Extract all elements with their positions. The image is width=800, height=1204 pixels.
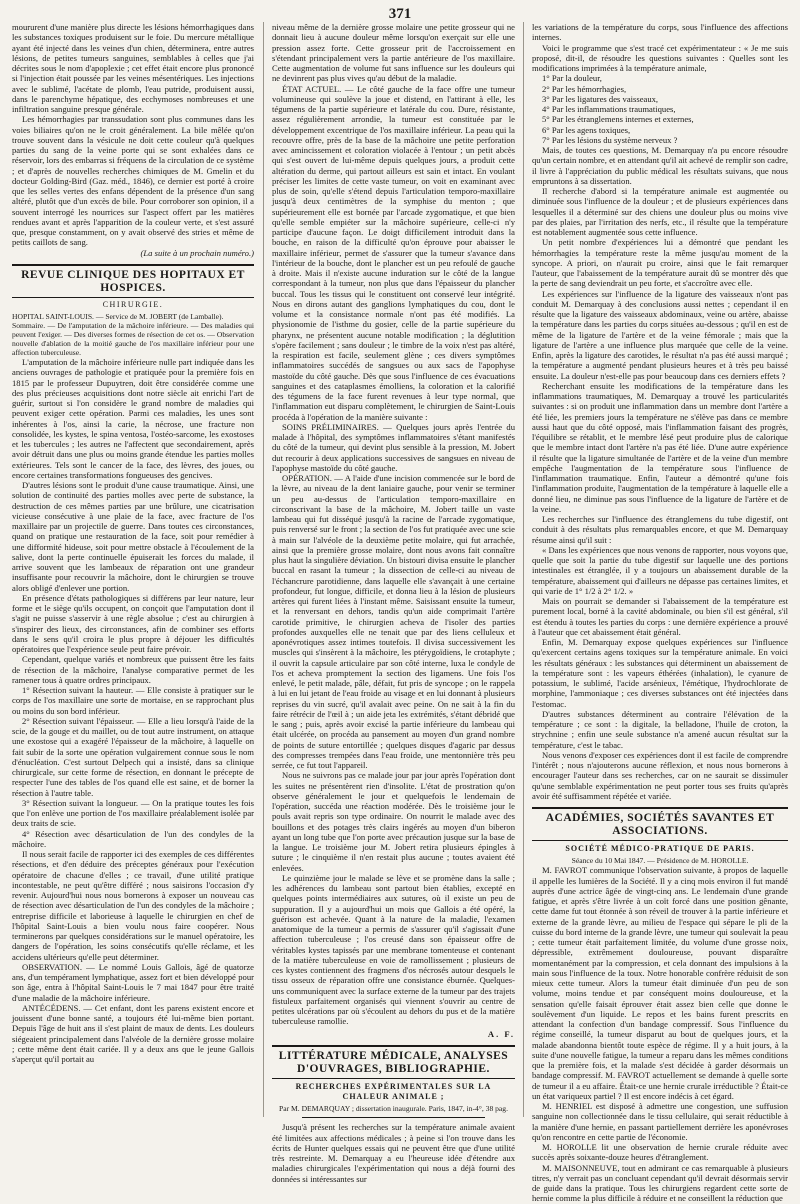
paragraph: Mais, de toutes ces questions, M. Demarquay n'a pu encore résoudre qu'un certain nombre, et en attendant qu'il ait achevé de remplir son cadre, il livre à l'appréciation du public médical les résultats suivans, que nous empruntons à sa dissertation. (532, 145, 788, 186)
paragraph: Les hémorrhagies par transsudation sont plus communes dans les voies biliaires qu'on ne le croit généralement. La bile mêlée qu'on trouve souvent dans la vésicule ne doit cette couleur qu'à quelques parties du sang de la veine porte qui se sont exhalées dans ce réservoir, lors des embarras si fréquens de la circulation de ce système ; et d'après de nouvelles recherches chimiques de M. Gmelin et du docteur Golding-Bird (Gaz. méd., 1846), ce dernier est porté à croire que les selles vertes des enfans dépendent de la présence d'un sang altéré, plutôt que d'un excès de bile. Pour corroborer son opinion, il a souvent interrogé les nourrices sur l'aspect offert par les matières rendues avant et après l'apparition de la couleur verte, et s'est assuré que, presque constamment, on y avait observé des stries et même de petits caillots de sang. (12, 114, 254, 248)
hospital-line: HOPITAL SAINT-LOUIS. — Service de M. JOBERT (de Lamballe). (12, 312, 224, 321)
column-1 (12, 22, 254, 1117)
paragraph: D'autres substances déterminent au contraire l'élévation de la température ; ce sont : la digitale, la belladone, l'huile de croton, la strychnine ; enfin une seule substance n'a amené aucun résultat sur la température, c'est le tabac. (532, 708, 788, 750)
paragraph: 2° Résection suivant l'épaisseur. — Elle a lieu lorsqu'à l'aide de la scie, de la gouge et du maillet, ou de tout autre instrument, on attaque une exostose qui a exagéré l'épaisseur de la mâchoire, à laquelle on fait subir de la sorte une opération vulgairement connue sous le nom d'énucléation. C'est surtout Delpech qui a insisté, dans sa clinique chirurgicale, sur cette forme de résection, en donnant le précepte de respecter l'une des tables de l'os quand elle est saine, et de borner la résection à l'autre table. (12, 715, 254, 798)
paragraph: 3° Résection suivant la longueur. — On la pratique toutes les fois que l'on enlève une portion de l'os maxillaire préalablement isolée par deux traits de scie. (12, 797, 254, 829)
list-item: 2° Par les hémorrhagies, (542, 83, 627, 94)
paragraph: Mais on pourrait se demander si l'abaissement de la température est purement local, borné à la cavité abdominale, ou bien s'il est général, s'il est étendu à toutes les parties du corps : une dernière expérience a prouvé à l'auteur que cet abaissement était général. (532, 596, 788, 637)
section-subtitle-chirurgie: CHIRURGIE. (102, 299, 164, 309)
list-item: 6° Par les agens toxiques, (542, 124, 631, 135)
list-item: 7° Par les lésions du système nerveux ? (542, 134, 678, 145)
paragraph: M. MAISONNEUVE, tout en admirant ce cas remarquable à plusieurs titres, n'y verrait pas un concluant cependant qu'il devrait désormais servir de guide dans la pratique. Tous les chirurgiens regardent cette sorte de hernie comme la plus difficile à réduire et ne conseillent la réduction que (532, 1162, 788, 1204)
paragraph: En présence d'états pathologiques si différens par leur nature, leur forme et le siège qu'ils occupent, on conçoit que l'amputation dont il s'agit ne puisse s'asservir à une règle absolue ; c'est au chirurgien à s'inspirer des lieux, des circonstances, afin de combiner ses efforts dans le sens qu'il croira le plus propre à déjouer les difficultés opératoires que l'expérience seule peut faire prévoir. (12, 592, 254, 654)
paragraph: OPÉRATION. — A l'aide d'une incision commencée sur le bord de la lèvre, au niveau de la dent laniaire gauche, pour venir se terminer un peu au-dessus de l'articulation temporo-maxillaire en circonscrivant la base de la mâchoire, M. Jobert taille un vaste lambeau qui fut disséqué jusqu'à la racine de l'arcade zygomatique, puis renversé sur le front ; la section de l'os fut pratiquée avec une scie à main sur l'alvéole de la deuxième petite molaire, qui fut arrachée, ainsi que la première grosse molaire, dont nous avons fait connaître plus haut la singulière déviation. Un bistouri divisa ensuite le plancher buccal en rasant la tumeur ; la dissection de celle-ci au niveau de l'échancrure parotidienne, dans laquelle elle s'avançait à une certaine profondeur, fut longue, difficile, et donna lieu à la lésion de plusieurs artères qui furent liées à l'instant même. Saisissant ensuite la tumeur, et la renversant en dehors, tandis qu'un aide comprimait l'artère carotide primitive, le chirurgien acheva de l'isoler des parties profondes auxquelles elle ne tenait que par des liens celluleux et aponévrotiques assez intimes toutefois. Il divisa successivement les muscles qui s'insèrent à la mâchoire, les ptérygoïdiens, le crotaphyte ; il ouvrit la capsule articulaire par son côté interne, luxa le condyle de l'os et acheva promptement la section des ligamens. Une fois l'os enlevé, le petit malade, pâle, défait, fut pris de syncope ; on le rappela à lui en lui jetant de l'eau froide au visage et en lui donnant à plusieurs reprises du vin sucré, qu'il avalait avec peine. On ne sait à la fin du faire rétrécir de l'œil à ; un aide jeta les extrémités, s'étant débridé que le sang ; puis, après avoir excisé la partie inférieure du lambeau qui était ulcérée, on procéda au pansement au moyen d'un grand nombre de points de suture entortillée ; quelques disques d'agaric par dessus des compresses trempées dans l'eau froide, une mentonnière très peu serrée, ce fut tout l'appareil. (272, 473, 515, 770)
paragraph: M. HENRIEL est disposé à admettre une congestion, une suffusion sanguine non collectionnée dans le tissu cellulaire, qui serait réductible à la manière d'une hernie, en passant partiellement derrière les aponévroses qu'on rencontre en cette partie de l'économie. (532, 1101, 788, 1142)
paragraph: 4° Résection avec désarticulation de l'un des condyles de la mâchoire. (12, 828, 254, 849)
article-heading: RECHERCHES EXPÉRIMENTALES SUR LA CHALEUR ANIMALE ; (295, 1081, 492, 1101)
column-divider (523, 22, 524, 1117)
list-item: 1° Par la douleur, (542, 73, 602, 84)
paragraph: L'amputation de la mâchoire inférieure nulle part indiquée dans les anciens ouvrages de pathologie et pratiquée pour la première fois en 1815 par le professeur Dupuytren, doit être considérée comme une des plus précieuses acquisitions dont notre siècle ait enrichi l'art de guérir, surtout si l'on considère le grand nombre de maladies qui peuvent exiger cette opération. Parmi ces maladies, les unes sont inhérentes à l'os, ainsi la carie, la nécrose, une fracture non consolidée, les kystes, le spina ventosa, l'ostéo-sarcome, les exostoses et les tubercules ; les autres ne l'affectent que secondairement, après avoir détruit dans une plus ou moins grande étendue les parties molles extérieures. Tels sont le cancer de la face, des lèvres, des joues, ou encore certaines transformations fongueuses des gencives. (12, 357, 254, 480)
paragraph: M. FAVROT communique l'observation suivante, à propos de laquelle il appelle les lumières de la Société. Il y a cinq mois environ il fut mandé auprès d'une actrice âgée de vingt-cinq ans. Le lendemain d'une grande fatigue, et après s'être livrée à un coït forcé dans une position gênante, cette dame fut tout étonnée à son réveil de trouver à la partie inférieure et externe de la grande lèvre, au milieu de l'espace qui sépare le pli de la cuisse du bord interne de la grande lèvre, une tumeur qui soulevait la peau ; cette tumeur était parfaitement limitée, du volume d'une grosse noix, dépressible, extrêmement douloureuse, pouvant disparaître momentanément par la compression, et cela donnant des impulsions à la main sous l'influence de la toux. Notre honorable confrère réduisit de son mieux cette tumeur. Alors la tumeur était diminuée d'un peu de son volume, moins tendue et par conséquent moins douloureuse, et la sensation qu'elle faisait éprouver était assez bien celle que donne le soulèvement d'un liquide. Le repos et les bains furent prescrits en attendant la confection d'un bandage compressif. Sous l'influence du régime conseillé, la tumeur disparut au bout de quelques jours, et la malade abandonna bientôt toute espèce de régime. Il y a huit jours, à la suite d'une nouvelle fatigue, la tumeur a reparu dans les mêmes conditions que la première fois, et la malade s'est décidée à garder désormais un bandage compressif. M. FAVROT actuellement se demande à quelle sorte de tumeur il a eu affaire. Était-ce une hernie crurale irréductible ? Était-ce un état variqueux partiel ? Il est encore indécis à cet égard. (532, 865, 788, 1101)
paragraph: Cependant, quelque variés et nombreux que puissent être les faits de résection de la mâchoire, l'analyse comparative permet de les ramener tous à quatre ordres principaux. (12, 654, 254, 685)
continuation-note: (La suite à un prochain numéro.) (140, 247, 254, 258)
column-2 (272, 22, 515, 1184)
paragraph: Les recherches sur l'influence des étranglemens du tube digestif, ont conduit à des résultats plus remarquables encore, et que M. Demarquay résume ainsi qu'il suit : (532, 514, 788, 545)
paragraph: 1° Résection suivant la hauteur. — Elle consiste à pratiquer sur le corps de l'os maxillaire une sorte de mortaise, en se rapprochant plus ou moins du son bord inférieur. (12, 685, 254, 716)
paragraph: Le quinzième jour le malade se lève et se promène dans la salle ; les adhérences du lambeau sont partout bien établies, excepté en quelques points intermédiaires aux sutures, où il existe un peu de suppuration. Il y a aujourd'hui un mois que Gallois a été opéré, la guérison est achevée. Quant à la nature de la maladie, l'examen anatomique de la tumeur a permis de s'assurer qu'il s'agissait d'une affection tuberculeuse ; l'os creusé dans son épaisseur offre de véritables kystes tapissés par une membrane tomenteuse et contenant de la matière tuberculeuse en voie de ramollissement ; plusieurs de ces kystes contiennent des fragmens d'os nécrosés autour desquels le tissu osseux de réparation offre une consistance éburnée. Quelques-uns communiquent avec la surface externe de la tumeur par des trajets fistuleux parfaitement organisés qui viennent s'ouvrir au centre de petites ulcérations par où s'écoulent au dehors du pus et de la matière tuberculeuse ramollie. (272, 872, 515, 1027)
paragraph: Voici le programme que s'est tracé cet expérimentateur : « Je me suis proposé, dit-il, de résoudre les questions suivantes : Quelles sont les modifications imprimées à la température animale, (532, 42, 788, 73)
session-line: Séance du 10 Mai 1847. — Présidence de M. HOROLLE. (571, 856, 749, 866)
paragraph: Nous venons d'exposer ces expériences dont il est facile de comprendre l'intérêt ; nous n'ajouterons aucune réflexion, et nous nous bornerons à encourager l'auteur dans ses recherches, car on ne saurait se dissimuler qu'une semblable expérimentation ne peut porter tous ses fruits qu'après avoir été suffisamment répétée et variée. (532, 749, 788, 801)
paragraph: ANTÉCÉDENS. — Cet enfant, dont les parens existent encore et jouissent d'une bonne santé, a toujours été lui-même bien portant. Depuis l'âge de huit ans il s'est plaint de maux de dents. Les douleurs siégeaient principalement dans l'alvéole de la dernière grosse molaire ; cette même dent était cariée. Il y a deux ans que le jeune Gallois s'aperçut qu'il portait au (12, 1002, 254, 1064)
summary: Sommaire. — De l'amputation de la mâchoire inférieure. — Des maladies qui peuvent l'exiger. — Des diverses formes de résection de cet os. — Observation nouvelle d'ablation de la moitié gauche de l'os maxillaire inférieur pour une affection tuberculeuse. (12, 321, 254, 357)
list-item: 5° Par les étranglemens internes et externes, (542, 114, 694, 125)
column-divider (263, 22, 264, 1117)
paragraph: Enfin, M. Demarquay expose quelques expériences sur l'influence qu'exercent certains agens toxiques sur la température animale. En voici les résultats généraux : les substances qui déterminent un abaissement de la température sont : les vapeurs éthérées (inhalation), le cyanure de potassium, le sublimé, l'acide arsénieux, l'émétique, l'hydrochlorate de morphine, l'ammoniaque ; ces diverses substances ont été injectées dans l'estomac. (532, 637, 788, 709)
separator (302, 1117, 485, 1118)
column-3 (532, 22, 788, 1204)
paragraph: ÉTAT ACTUEL. — Le côté gauche de la face offre une tumeur volumineuse qui soulève la joue et distend, en l'attirant à elle, les tégumens de la partie supérieure et latérale du cou. Dure, résistante, assez régulièrement arrondie, la tumeur est constituée par le développement excentrique de l'os maxillaire inférieur. La peau qui la recouvre offre, près de la base de la mâchoire une petite perforation avec amincissement et coloration violacée à l'entour ; un petit abcès qui s'est ouvert de lui-même depuis quelques jours, a produit cette altération du derme, qui partout ailleurs est sain et intact. En voulant préciser les limites de cette vaste tumeur, on voit en examinant avec plus de soin, qu'elle s'étend depuis l'articulation temporo-maxillaire jusqu'à deux centimètres de la symphise du menton ; que supérieurement elle est bornée par l'arcade zygomatique, et que bien qu'elle semble empiéter sur la mâchoire supérieure, celle-ci n'y participe d'aucune façon. Le doigt difficilement introduit dans la bouche, en raison de la difficulté qu'on éprouve pour abaisser le maxillaire inférieur, permet de s'assurer que la tumeur s'avance dans l'intérieur de la bouche, dont le plancher est un peu refoulé de gauche à droite. Mais il n'existe aucune induration sur le côté de la langue correspondant à la tumeur, non plus que dans l'épaisseur du plancher buccal. Tous les tissus qui le constituent ont conservé leur intégrité. Nous en dirons autant des ganglions lymphatiques du cou, dont le volume et la consistance normale n'ont pas été modifiés. La physionomie de l'isthme du gosier, celle de la partie supérieure du pharynx, ne présentent aucune notable modification ; la déglutition s'opère facilement ; sans douleur ; le timbre de la voix n'est pas altéré, la respiration est facile, seulement glène ; ces divers symptômes inflammatoires succédés de sangsues ou aux sacs de l'apophyse mastoïde du côté gauche. Dès que sous l'influence de ces évacuations sanguines et des cataplasmes émolliens, la coloration et la calorifié des tégumens de la face furent revenues à leur type normal, que l'inflammation eut disparu complètement, le chirurgien de Saint-Louis procéda à l'opération de la manière suivante : (272, 83, 515, 422)
byline: Par M. DEMARQUAY ; dissertation inaugurale. Paris, 1847, in-4°, 38 pag. (279, 1104, 508, 1114)
paragraph: Un petit nombre d'expériences lui a démontré que pendant les hémorrhagies la température reste la même jusqu'au moment de la syncope. A priori, on n'aurait pu croire, ainsi que le fait remarquer l'auteur, que l'abaissement de la température aurait dû se montrer dès que la perte de sang deviendrait un peu forte, et s'accroître avec elle. (532, 237, 788, 289)
paragraph: niveau même de la dernière grosse molaire une petite grosseur qui ne donnait lieu à aucune douleur même lorsqu'on exerçait sur elle une pression assez forte. Cette grosseur prit de l'accroissement en s'étendant principalement vers la partie antérieure de l'os maxillaire. Cette augmentation de volume fut sans influence sur les douleurs qui ne devinrent pas plus vives qu'au début de la maladie. (272, 22, 515, 84)
paragraph: Jusqu'à présent les recherches sur la température animale avaient été limitées aux affections médicales ; à peine si l'on trouve dans les écrits de Hunter quelques essais qui ne peuvent être que d'une utilité très restreinte. M. Demarquay a eu l'heureuse idée d'étendre aux maladies chirurgicales l'expérimentation qui nous a déjà fourni des données si intéressantes sur (272, 1122, 515, 1184)
paragraph: Les expériences sur l'influence de la ligature des vaisseaux n'ont pas conduit M. Demarquay à des conclusions aussi nettes ; cependant il en résulte que la ligature des vaisseaux abdominaux, veine ou artère, abaisse la température dans les parties du corps situées au-dessous ; qu'il en est de même de la ligature de l'artère et de la veine fémorale ; mais que la ligature de l'artère a une influence plus marquée que celle de la veine. Enfin, après la ligature des carotides, le résultat n'a pas été aussi marqué ; la température a augmenté pendant plusieurs heures et à très peu baissé ensuite. La douleur n'est-elle pas pour beaucoup dans ces derniers effets ? (532, 288, 788, 381)
paragraph: Nous ne suivrons pas ce malade jour par jour après l'opération dont les suites ne présentèrent rien d'insolite. L'état de prostration qu'on observe généralement le jour et quelquefois le lendemain de l'opération, succéda une réaction modérée. Dès le troisième jour le pouls avait repris son type ordinaire. On nourrit le malade avec des bouillons et des potages très clairs ingérés au moyen d'un biberon ayant un long tube que l'on porte avec précaution jusque sur la base de la langue. Le troisième jour M. Jobert retira plusieurs épingles à suture ; le cinquième il n'en restait plus aucune ; toutes avaient été enlevées. (272, 770, 515, 873)
author-signature: A. F. (487, 1028, 515, 1039)
paragraph: M. HOROLLE lit une observation de hernie crurale réduite avec succès après soixante-douze heures d'étranglement. (532, 1142, 788, 1163)
paragraph: Recherchant ensuite les modifications de la température dans les inflammations traumatiques, M. Demarquay a trouvé les particularités suivantes : si on produit une inflammation dans un membre dont l'artère a été liée, les premiers jours la température ne s'élève pas dans ce membre aussi haut que du côté opposé, mais l'inflammation faisant des progrès, l'équilibre se rétablit, et le membre lésé peut produire plus de calorique que le membre intact dont l'artère n'a pas été liée. D'une autre expérience il résulte que la ligature simultanée de l'artère et de la veine d'un membre empêche l'augmentation de la température sous l'influence de l'inflammation traumatique. Enfin, l'auteur a démontré qu'une fois l'inflammation produite, l'augmentation de la température à laquelle elle a donné lieu, ne diminue pas sous l'influence de la ligature de l'artère et de la veine. (532, 380, 788, 514)
page-number: 371 (388, 6, 412, 22)
list-item: 4° Par les inflammations traumatiques, (542, 104, 676, 114)
paragraph: moururent d'une manière plus directe les lésions hémorrhagiques dans les substances toxiques produisent sur le foie. Du mercure métallique ayant été injecté dans les veines d'un chien, déterminera, entre autres lésions, de petites tumeurs sanguines, semblables à celles que j'ai décrites sous le nom d'apoplexie ; cet effet était encore plus prononcé si l'injection était poussée par les veines mésentériques. Les injections avec le sublimé, l'acétate de plomb, l'eau putride, produisent aussi, dans le parenchyme hépatique, des ecchymoses nombreuses et une infiltration sanguine presque générale. (12, 22, 254, 114)
paragraph: D'autres lésions sont le produit d'une cause traumatique. Ainsi, une solution de continuité des parties molles avec perte de substance, la destruction de ces mêmes parties par une brûlure, une cicatrisation vicieuse consécutive à une plaie de la face, avec fracture de l'os maxillaire par un projectile de guerre. Dans toutes ces circonstances, quand on pratique une restauration de la face, soit pour remédier à une difformité hideuse, soit pour mettre obstacle à l'écoulement de la salive, dont la perte continuelle épuiserait les forces du malade, il arrive souvent que les lambeaux de réparation ont une grandeur insuffisante pour recouvrir la mâchoire, dont le chirurgien se trouve alors obligé d'enlever une portion. (12, 480, 254, 593)
section-title-academies: ACADÉMIES, SOCIÉTÉS SAVANTES ET ASSOCIATIONS. (532, 807, 788, 841)
paragraph: Il nous serait facile de rapporter ici des exemples de ces différentes résections, et d'en déduire des préceptes généraux pour l'exécution opératoire de chacune d'elles ; ce travail, d'une utilité pratique incontestable, ne peut qu'être différé ; nous saisirons l'occasion d'y revenir. Aujourd'hui nous nous bornerons à exposer un nouveau cas de résection avec désarticulation de l'un des condyles de la mâchoire ; entreprise difficile et laborieuse à laquelle le chirurgien en chef de l'hôpital Saint-Louis a bien voulu nous faire coopérer. Nous terminerons par quelques considérations sur le manuel opératoire, les dangers de l'opération, les soins consécutifs qu'elle réclame, et les accidens ultérieurs qu'elle peut déterminer. (12, 849, 254, 962)
society-heading: SOCIÉTÉ MÉDICO-PRATIQUE DE PARIS. (565, 844, 755, 853)
list-item: 3° Par les ligatures des vaisseaux, (542, 93, 659, 104)
paragraph: les variations de la température du corps, sous l'influence des affections internes. (532, 22, 788, 43)
section-title-litterature: LITTÉRATURE MÉDICALE, ANALYSES D'OUVRAGES, BIBLIOGRAPHIE. (272, 1045, 515, 1079)
section-title-revue-clinique: REVUE CLINIQUE DES HOPITAUX ET HOSPICES. (12, 264, 254, 298)
paragraph: Il recherche d'abord si la température animale est augmentée ou diminuée sous l'influence de la douleur ; et de plusieurs expériences dans lesquelles il a déterminé sur des chiens une douleur plus ou moins vive par des plaies, par l'irritation des nerfs, etc., il résulte que la température est notablement augmentée sous cette influence. (532, 186, 788, 237)
paragraph: SOINS PRÉLIMINAIRES. — Quelques jours après l'entrée du malade à l'hôpital, des symptômes inflammatoires s'étant manifestés du côté de la tumeur, qui devint plus sensible à la pression, M. Jobert dut recourir à deux applications successives de sangsues en niveau de l'apophyse mastoïde du côté gauche. (272, 421, 515, 473)
paragraph: OBSERVATION. — Le nommé Louis Gallois, âgé de quatorze ans, d'un tempérament lymphatique, assez fort et bien développé pour son âge, entra à l'hôpital Saint-Louis le 7 mai 1847 pour être traité d'une maladie de la mâchoire inférieure. (12, 961, 254, 1003)
paragraph: « Dans les expériences que nous venons de rapporter, nous voyons que, quelle que soit la partie du tube digestif sur laquelle une des portions intestinales est étranglée, il y a toujours un abaissement durable de la température, abaissement qui d'ailleurs ne dépasse pas certaines limites, et qui varie de 1° 1/2 à 2° 1/2. » (532, 544, 788, 596)
